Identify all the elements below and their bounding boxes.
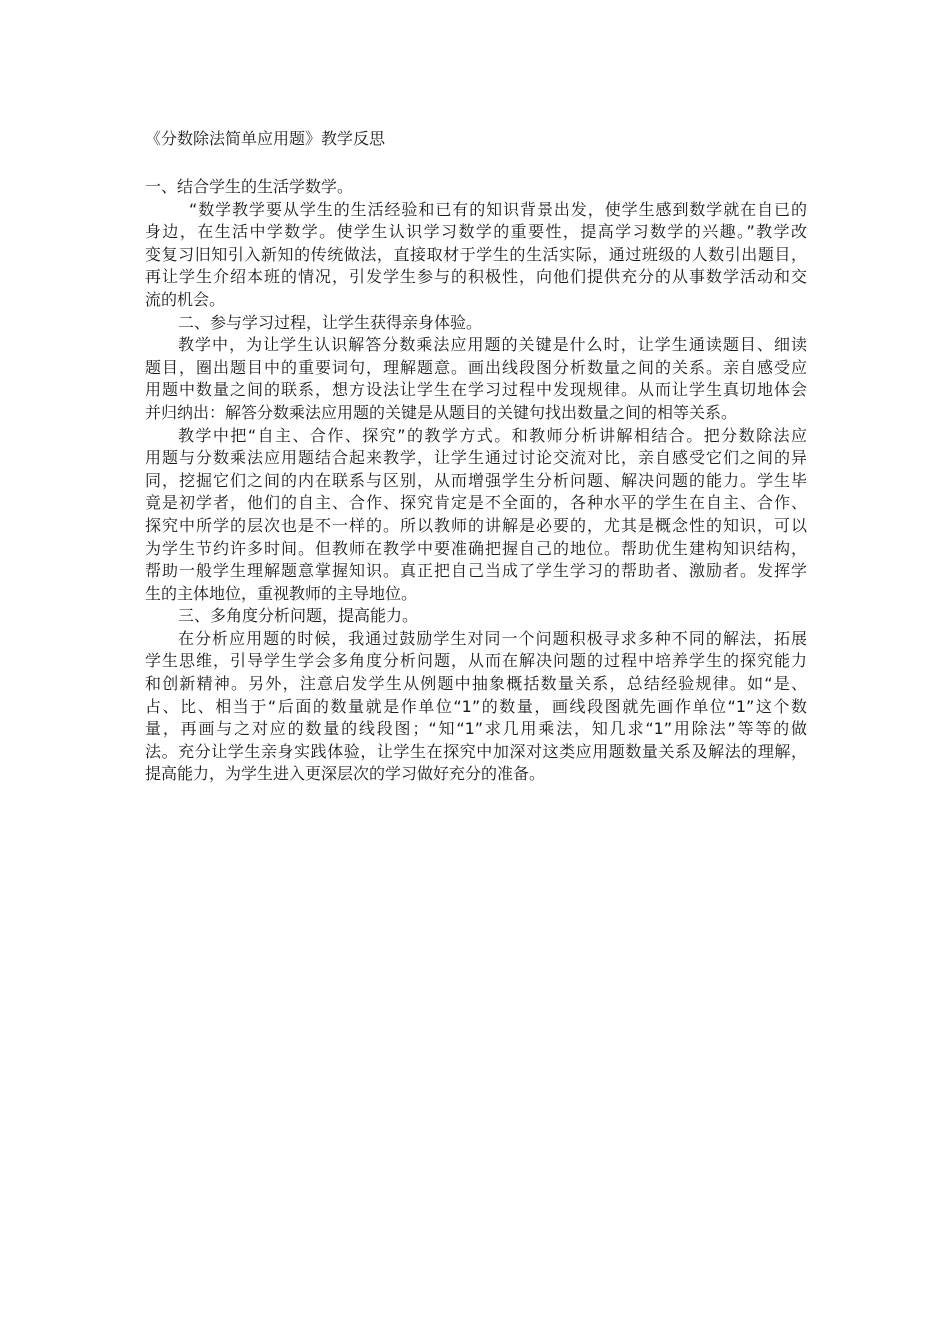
paragraph-line: 同，挖掘它们之间的内在联系与区别，从而增强学生分析问题、解决问题的能力。学生毕 (145, 470, 807, 490)
paragraph-line: 法。充分让学生亲身实践体验，让学生在探究中加深对这类应用题数量关系及解法的理解， (145, 741, 807, 761)
paragraph-line: 竟是初学者，他们的自主、合作、探究肯定是不全面的，各种水平的学生在自主、合作、 (145, 493, 807, 513)
paragraph-line: “数学教学要从学生的生活经验和已有的知识背景出发，使学生感到数学就在自已的 (189, 199, 807, 219)
document-body (145, 176, 807, 786)
paragraph-line: 量，再画与之对应的数量的线段图；“知“1”求几用乘法，知几求“1”用除法”等等的做 (145, 719, 807, 739)
document-title: 《分数除法简单应用题》教学反思 (145, 129, 386, 148)
paragraph-line: 流的机会。 (145, 289, 226, 309)
paragraph-line: 教学中把“自主、合作、探究”的教学方式。和教师分析讲解相结合。把分数除法应 (178, 425, 807, 445)
section-heading-2: 二、参与学习过程，让学生获得亲身体验。 (178, 312, 483, 332)
paragraph-line: 占、比、相当于“后面的数量就是作单位“1”的数量，画线段图就先画作单位“1”这个数 (145, 696, 807, 716)
paragraph-line: 再让学生介绍本班的情况，引发学生参与的积极性，向他们提供充分的从事数学活动和交 (145, 267, 807, 287)
paragraph-line: 变复习旧知引入新知的传统做法，直接取材于学生的生活实际，通过班级的人数引出题目， (145, 244, 807, 264)
paragraph-line: 帮助一般学生理解题意掌握知识。真正把自己当成了学生学习的帮助者、激励者。发挥学 (145, 561, 807, 581)
paragraph-line: 在分析应用题的时候，我通过鼓励学生对同一个问题积极寻求多种不同的解法，拓展 (178, 628, 807, 648)
paragraph-line: 用题与分数乘法应用题结合起来教学，让学生通过讨论交流对比，亲自感受它们之间的异 (145, 448, 807, 468)
paragraph-line: 探究中所学的层次也是不一样的。所以教师的讲解是必要的，尤其是概念性的知识，可以 (145, 515, 807, 535)
paragraph-line: 学生思维，引导学生学会多角度分析问题，从而在解决问题的过程中培养学生的探究能力 (145, 651, 807, 671)
paragraph-line: 身边，在生活中学数学。使学生认识学习数学的重要性，提高学习数学的兴趣。”教学改 (145, 222, 807, 242)
paragraph-line: 为学生节约许多时间。但教师在教学中要准确把握自己的地位。帮助优生建构知识结构， (145, 538, 807, 558)
paragraph-line: 教学中，为让学生认识解答分数乘法应用题的关键是什么时，让学生通读题目、细读 (178, 335, 807, 355)
paragraph-line: 并归纳出：解答分数乘法应用题的关键是从题目的关键句找出数量之间的相等关系。 (145, 402, 738, 422)
paragraph-line: 用题中数量之间的联系，想方设法让学生在学习过程中发现规律。从而让学生真切地体会 (145, 380, 807, 400)
paragraph-line: 生的主体地位，重视教师的主导地位。 (145, 583, 418, 603)
paragraph-line: 题目，圈出题目中的重要词句，理解题意。画出线段图分析数量之间的关系。亲自感受应 (145, 357, 807, 377)
paragraph-line: 提高能力，为学生进入更深层次的学习做好充分的准备。 (145, 764, 546, 784)
section-heading-3: 三、多角度分析问题，提高能力。 (178, 606, 419, 626)
section-heading-1: 一、结合学生的生活学数学。 (145, 177, 354, 196)
paragraph-line: 和创新精神。另外，注意启发学生从例题中抽象概括数量关系，总结经验规律。如“是、 (145, 674, 807, 694)
